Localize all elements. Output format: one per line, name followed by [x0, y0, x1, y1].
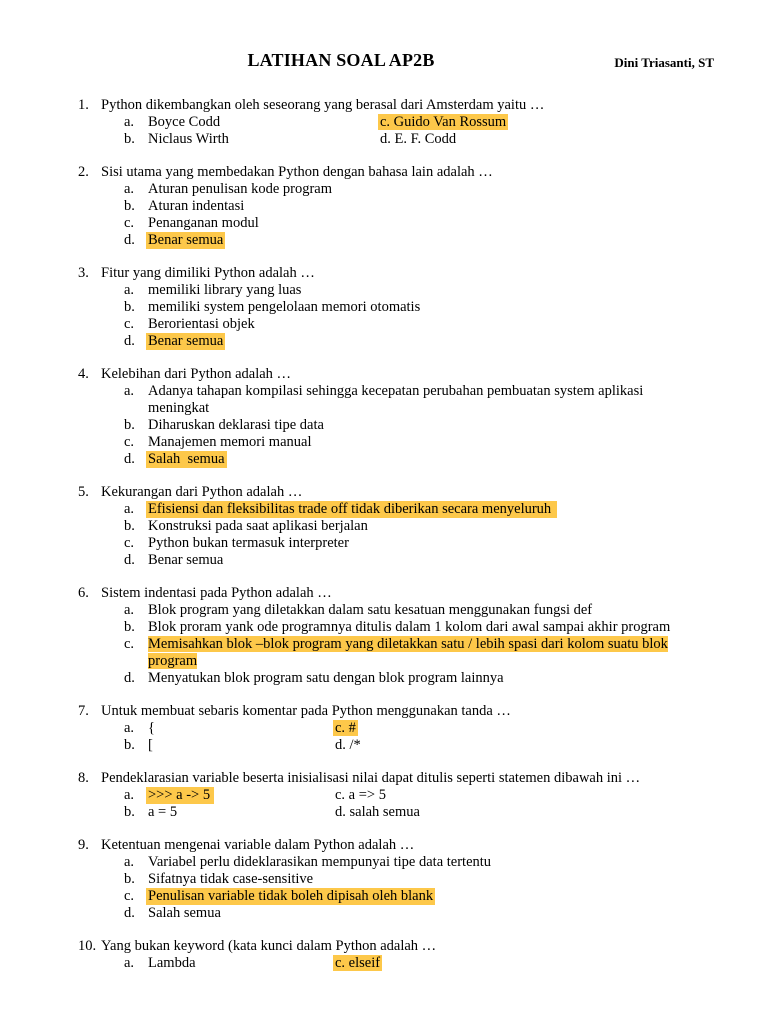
option-text: Adanya tahapan kompilasi sehingga kecepatan perubahan pembuatan system aplikasi meningkat — [148, 383, 644, 416]
option-letter: a. — [124, 787, 135, 803]
question-number: 6. — [78, 585, 89, 601]
option-text: Variabel perlu dideklarasikan mempunyai tipe data tertentu — [148, 854, 492, 870]
option-letter: a. — [124, 720, 135, 736]
question-text: Python dikembangkan oleh seseorang yang berasal dari Amsterdam yaitu … — [101, 97, 545, 113]
question-text: Ketentuan mengenai variable dalam Python adalah … — [101, 837, 415, 853]
option-row — [335, 804, 420, 821]
answer-highlight: >>> a -> 5 — [146, 787, 214, 804]
question-number: 3. — [78, 265, 89, 281]
question-number: 1. — [78, 97, 89, 113]
option-text: Berorientasi objek — [148, 316, 255, 332]
question-number: 4. — [78, 366, 89, 382]
option-letter: c. — [124, 888, 135, 904]
answer-highlight: Benar semua — [148, 232, 224, 248]
question-text: Pendeklarasian variable beserta inisialisasi nilai dapat ditulis seperti statemen dibawah ini … — [101, 770, 641, 786]
option-letter: b. — [124, 619, 135, 635]
option-text: Aturan penulisan kode program — [148, 181, 333, 197]
question-text: Kelebihan dari Python adalah … — [101, 366, 292, 382]
answer-highlight: Memisahkan blok –blok program yang diletakkan satu / lebih spasi dari kolom suatu blok program — [148, 636, 668, 669]
option-text: Diharuskan deklarasi tipe data — [148, 417, 324, 433]
option-row — [335, 787, 386, 804]
question-number: 9. — [78, 837, 89, 853]
option-text: memiliki system pengelolaan memori otomatis — [148, 299, 421, 315]
question-text: Sistem indentasi pada Python adalah … — [101, 585, 332, 601]
answer-highlight: Penulisan variable tidak boleh dipisah oleh blank — [148, 888, 434, 904]
option-letter: d. — [124, 232, 135, 248]
option-letter: c. — [124, 434, 135, 450]
answer-highlight: Efisiensi dan fleksibilitas trade off tidak diberikan secara menyeluruh — [146, 501, 557, 518]
question-text: Sisi utama yang membedakan Python dengan bahasa lain adalah … — [101, 164, 493, 180]
option-letter: a. — [124, 955, 135, 971]
option-text: Lambda — [148, 955, 196, 971]
option-text-wrap — [148, 636, 712, 670]
option-text: Manajemen memori manual — [148, 434, 312, 450]
option-letter: a. — [124, 602, 135, 618]
question-text: Fitur yang dimiliki Python adalah … — [101, 265, 315, 281]
question-number: 2. — [78, 164, 89, 180]
option-text: Sifatnya tidak case-sensitive — [148, 871, 314, 887]
option-letter: c. — [124, 215, 135, 231]
option-letter: d. — [124, 451, 135, 467]
option-letter: d. — [124, 670, 135, 686]
option-row — [380, 131, 456, 148]
option-letter: d. — [124, 333, 135, 349]
option-text: Salah semua — [148, 905, 221, 921]
option-letter: a. — [124, 181, 135, 197]
option-letter: c. — [124, 535, 135, 551]
option-text: d. /* — [335, 737, 361, 753]
answer-highlight: c. # — [335, 720, 356, 736]
option-letter: d. — [124, 905, 135, 921]
answer-highlight: Salah semua — [148, 451, 225, 467]
answer-highlight: c. Guido Van Rossum — [380, 114, 507, 130]
option-letter: c. — [124, 636, 135, 652]
option-letter: b. — [124, 299, 135, 315]
answer-highlight: c. elseif — [335, 955, 381, 971]
option-text: [ — [148, 737, 153, 753]
option-letter: b. — [124, 131, 135, 147]
option-text: Benar semua — [148, 552, 224, 568]
option-text: Python bukan termasuk interpreter — [148, 535, 349, 551]
option-text: { — [148, 720, 155, 736]
option-text: d. salah semua — [335, 804, 420, 820]
option-letter: d. — [124, 552, 135, 568]
option-row — [380, 114, 508, 131]
option-text: Blok proram yank ode programnya ditulis dalam 1 kolom dari awal sampai akhir program — [148, 619, 671, 635]
option-letter: a. — [124, 383, 135, 399]
answer-highlight: Benar semua — [148, 333, 224, 349]
option-letter: c. — [124, 316, 135, 332]
option-letter: b. — [124, 518, 135, 534]
option-row — [335, 720, 358, 737]
option-text: a = 5 — [148, 804, 178, 820]
document-title: LATIHAN SOAL AP2B — [247, 50, 435, 70]
option-text: memiliki library yang luas — [148, 282, 302, 298]
option-text: Penanganan modul — [148, 215, 259, 231]
option-text: Aturan indentasi — [148, 198, 245, 214]
option-text: Menyatukan blok program satu dengan blok program lainnya — [148, 670, 504, 686]
document-author: Dini Triasanti, ST — [614, 55, 714, 70]
option-letter: b. — [124, 417, 135, 433]
option-text: Konstruksi pada saat aplikasi berjalan — [148, 518, 368, 534]
question-number: 10. — [78, 938, 97, 954]
question-number: 7. — [78, 703, 89, 719]
option-text: Boyce Codd — [148, 114, 221, 130]
option-letter: b. — [124, 804, 135, 820]
question-text: Untuk membuat sebaris komentar pada Python menggunakan tanda … — [101, 703, 511, 719]
option-letter: a. — [124, 854, 135, 870]
option-row — [335, 737, 361, 754]
question-text: Yang bukan keyword (kata kunci dalam Python adalah … — [101, 938, 437, 954]
option-text: d. E. F. Codd — [380, 131, 457, 147]
question-number: 5. — [78, 484, 89, 500]
option-letter: b. — [124, 737, 135, 753]
option-letter: a. — [124, 501, 135, 517]
option-letter: b. — [124, 871, 135, 887]
option-letter: b. — [124, 198, 135, 214]
option-text: Blok program yang diletakkan dalam satu kesatuan menggunakan fungsi def — [148, 602, 593, 618]
question-number: 8. — [78, 770, 89, 786]
option-text: c. a => 5 — [335, 787, 386, 803]
option-letter: a. — [124, 114, 135, 130]
question-text: Kekurangan dari Python adalah … — [101, 484, 303, 500]
option-row — [335, 955, 382, 972]
option-letter: a. — [124, 282, 135, 298]
option-text: Niclaus Wirth — [148, 131, 229, 147]
